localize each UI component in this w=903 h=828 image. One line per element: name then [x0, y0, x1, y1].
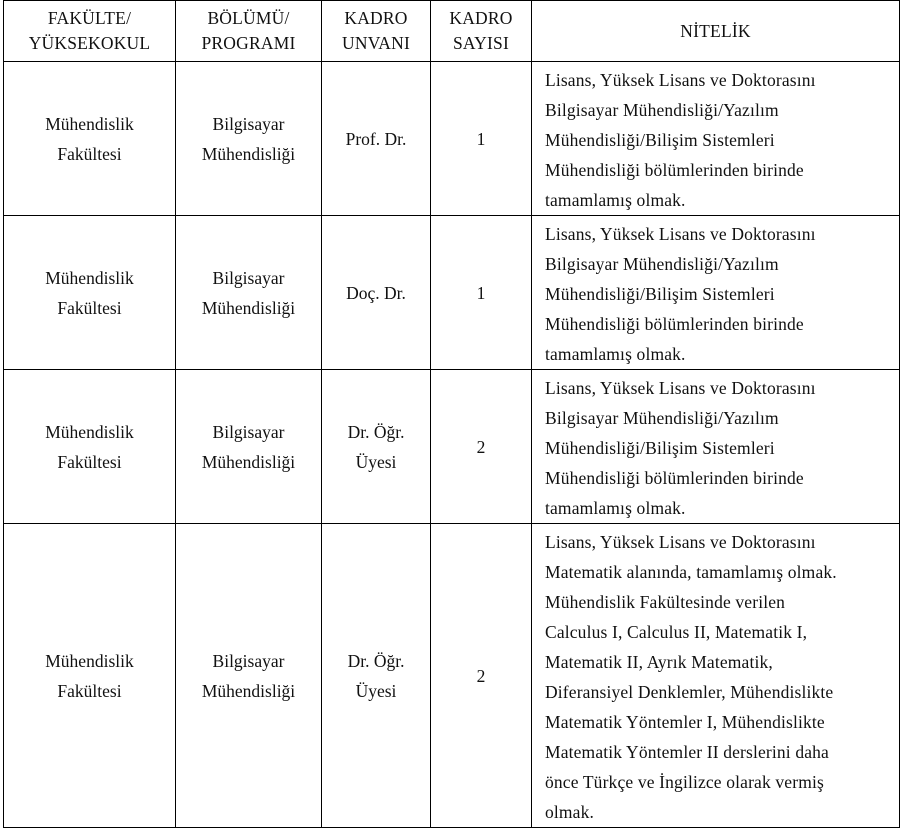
table-row — [4, 370, 900, 524]
nitelik-line: Mühendisliği/Bilişim Sistemleri — [545, 284, 775, 304]
nitelik-line: tamamlamış olmak. — [545, 190, 686, 210]
nitelik-line: Matematik II, Ayrık Matematik, — [545, 652, 773, 672]
nitelik-line: Lisans, Yüksek Lisans ve Doktorasını — [545, 378, 816, 398]
nitelik-line: Bilgisayar Mühendisliği/Yazılım — [545, 100, 779, 120]
nitelik-line: Bilgisayar Mühendisliği/Yazılım — [545, 408, 779, 428]
cell-text: Mühendisliği — [201, 680, 296, 701]
cell-nitelik — [532, 216, 900, 370]
cell-sayi — [431, 524, 532, 828]
cell-text: Bilgisayar — [212, 650, 285, 671]
header-unvan-line-1: KADRO — [344, 8, 408, 28]
nitelik-line: Mühendislik Fakültesinde verilen — [545, 592, 786, 612]
cell-text: Üyesi — [355, 451, 397, 472]
cell-text: Mühendislik — [45, 113, 134, 134]
cell-text: Bilgisayar — [212, 421, 285, 442]
nitelik-line: tamamlamış olmak. — [545, 498, 686, 518]
cell-text: Mühendislik — [45, 421, 134, 442]
cell-text: Mühendislik — [45, 650, 134, 671]
cell-text: Fakültesi — [57, 680, 122, 701]
cell-text: 2 — [476, 436, 486, 457]
header-unvan-line-2: UNVANI — [342, 33, 410, 53]
nitelik-line: Diferansiyel Denklemler, Mühendislikte — [545, 682, 834, 702]
cell-text: Dr. Öğr. — [347, 421, 405, 442]
cell-sayi — [431, 216, 532, 370]
cell-text: Bilgisayar — [212, 267, 285, 288]
cell-text: Dr. Öğr. — [347, 650, 405, 671]
cell-fakulte — [4, 370, 176, 524]
nitelik-line: Matematik alanında, tamamlamış olmak. — [545, 562, 837, 582]
cell-bolum — [176, 62, 322, 216]
header-unvan — [322, 1, 431, 62]
header-bolum-line-1: BÖLÜMÜ/ — [207, 8, 290, 28]
nitelik-line: Mühendisliği bölümlerinden birinde — [545, 314, 804, 334]
nitelik-line: Matematik Yöntemler I, Mühendislikte — [545, 712, 825, 732]
kadro-table — [3, 0, 900, 828]
header-bolum — [176, 1, 322, 62]
cell-bolum — [176, 216, 322, 370]
cell-text: Mühendislik — [45, 267, 134, 288]
nitelik-line: Lisans, Yüksek Lisans ve Doktorasını — [545, 224, 816, 244]
nitelik-line: Lisans, Yüksek Lisans ve Doktorasını — [545, 70, 816, 90]
cell-text: Prof. Dr. — [345, 128, 407, 149]
cell-unvan — [322, 370, 431, 524]
cell-sayi — [431, 370, 532, 524]
header-fakulte-line-2: YÜKSEKOKUL — [28, 33, 151, 53]
cell-bolum — [176, 524, 322, 828]
cell-nitelik — [532, 370, 900, 524]
cell-text: 1 — [476, 282, 486, 303]
cell-text: Fakültesi — [57, 297, 122, 318]
nitelik-line: Calculus I, Calculus II, Matematik I, — [545, 622, 808, 642]
header-row — [4, 1, 900, 62]
header-sayi-line-2: SAYISI — [453, 33, 509, 53]
header-fakulte-line-1: FAKÜLTE/ — [47, 8, 132, 28]
cell-fakulte — [4, 62, 176, 216]
cell-text: Fakültesi — [57, 143, 122, 164]
nitelik-line: olmak. — [545, 802, 595, 822]
cell-unvan — [322, 524, 431, 828]
nitelik-line: önce Türkçe ve İngilizce olarak vermiş — [545, 772, 824, 792]
cell-text: Mühendisliği — [201, 143, 296, 164]
header-sayi-line-1: KADRO — [449, 8, 513, 28]
cell-text: 2 — [476, 665, 486, 686]
header-bolum-line-2: PROGRAMI — [201, 33, 296, 53]
nitelik-line: Bilgisayar Mühendisliği/Yazılım — [545, 254, 779, 274]
header-sayi — [431, 1, 532, 62]
cell-text: Doç. Dr. — [346, 282, 406, 303]
nitelik-line: Lisans, Yüksek Lisans ve Doktorasını — [545, 532, 816, 552]
cell-text: Üyesi — [355, 680, 397, 701]
table-row — [4, 524, 900, 828]
cell-text: Fakültesi — [57, 451, 122, 472]
nitelik-line: Mühendisliği/Bilişim Sistemleri — [545, 130, 775, 150]
nitelik-line: Mühendisliği/Bilişim Sistemleri — [545, 438, 775, 458]
cell-fakulte — [4, 216, 176, 370]
cell-text: Bilgisayar — [212, 113, 285, 134]
cell-nitelik — [532, 524, 900, 828]
nitelik-line: Mühendisliği bölümlerinden birinde — [545, 468, 804, 488]
nitelik-line: tamamlamış olmak. — [545, 344, 686, 364]
cell-bolum — [176, 370, 322, 524]
cell-nitelik — [532, 62, 900, 216]
table-row — [4, 62, 900, 216]
header-fakulte — [4, 1, 176, 62]
cell-sayi — [431, 62, 532, 216]
cell-unvan — [322, 62, 431, 216]
cell-fakulte — [4, 524, 176, 828]
cell-text: Mühendisliği — [201, 451, 296, 472]
cell-text: 1 — [476, 128, 486, 149]
header-nitelik-label: NİTELİK — [680, 20, 751, 41]
nitelik-line: Matematik Yöntemler II derslerini daha — [545, 742, 829, 762]
header-nitelik — [532, 1, 900, 62]
cell-unvan — [322, 216, 431, 370]
table-row — [4, 216, 900, 370]
nitelik-line: Mühendisliği bölümlerinden birinde — [545, 160, 804, 180]
cell-text: Mühendisliği — [201, 297, 296, 318]
